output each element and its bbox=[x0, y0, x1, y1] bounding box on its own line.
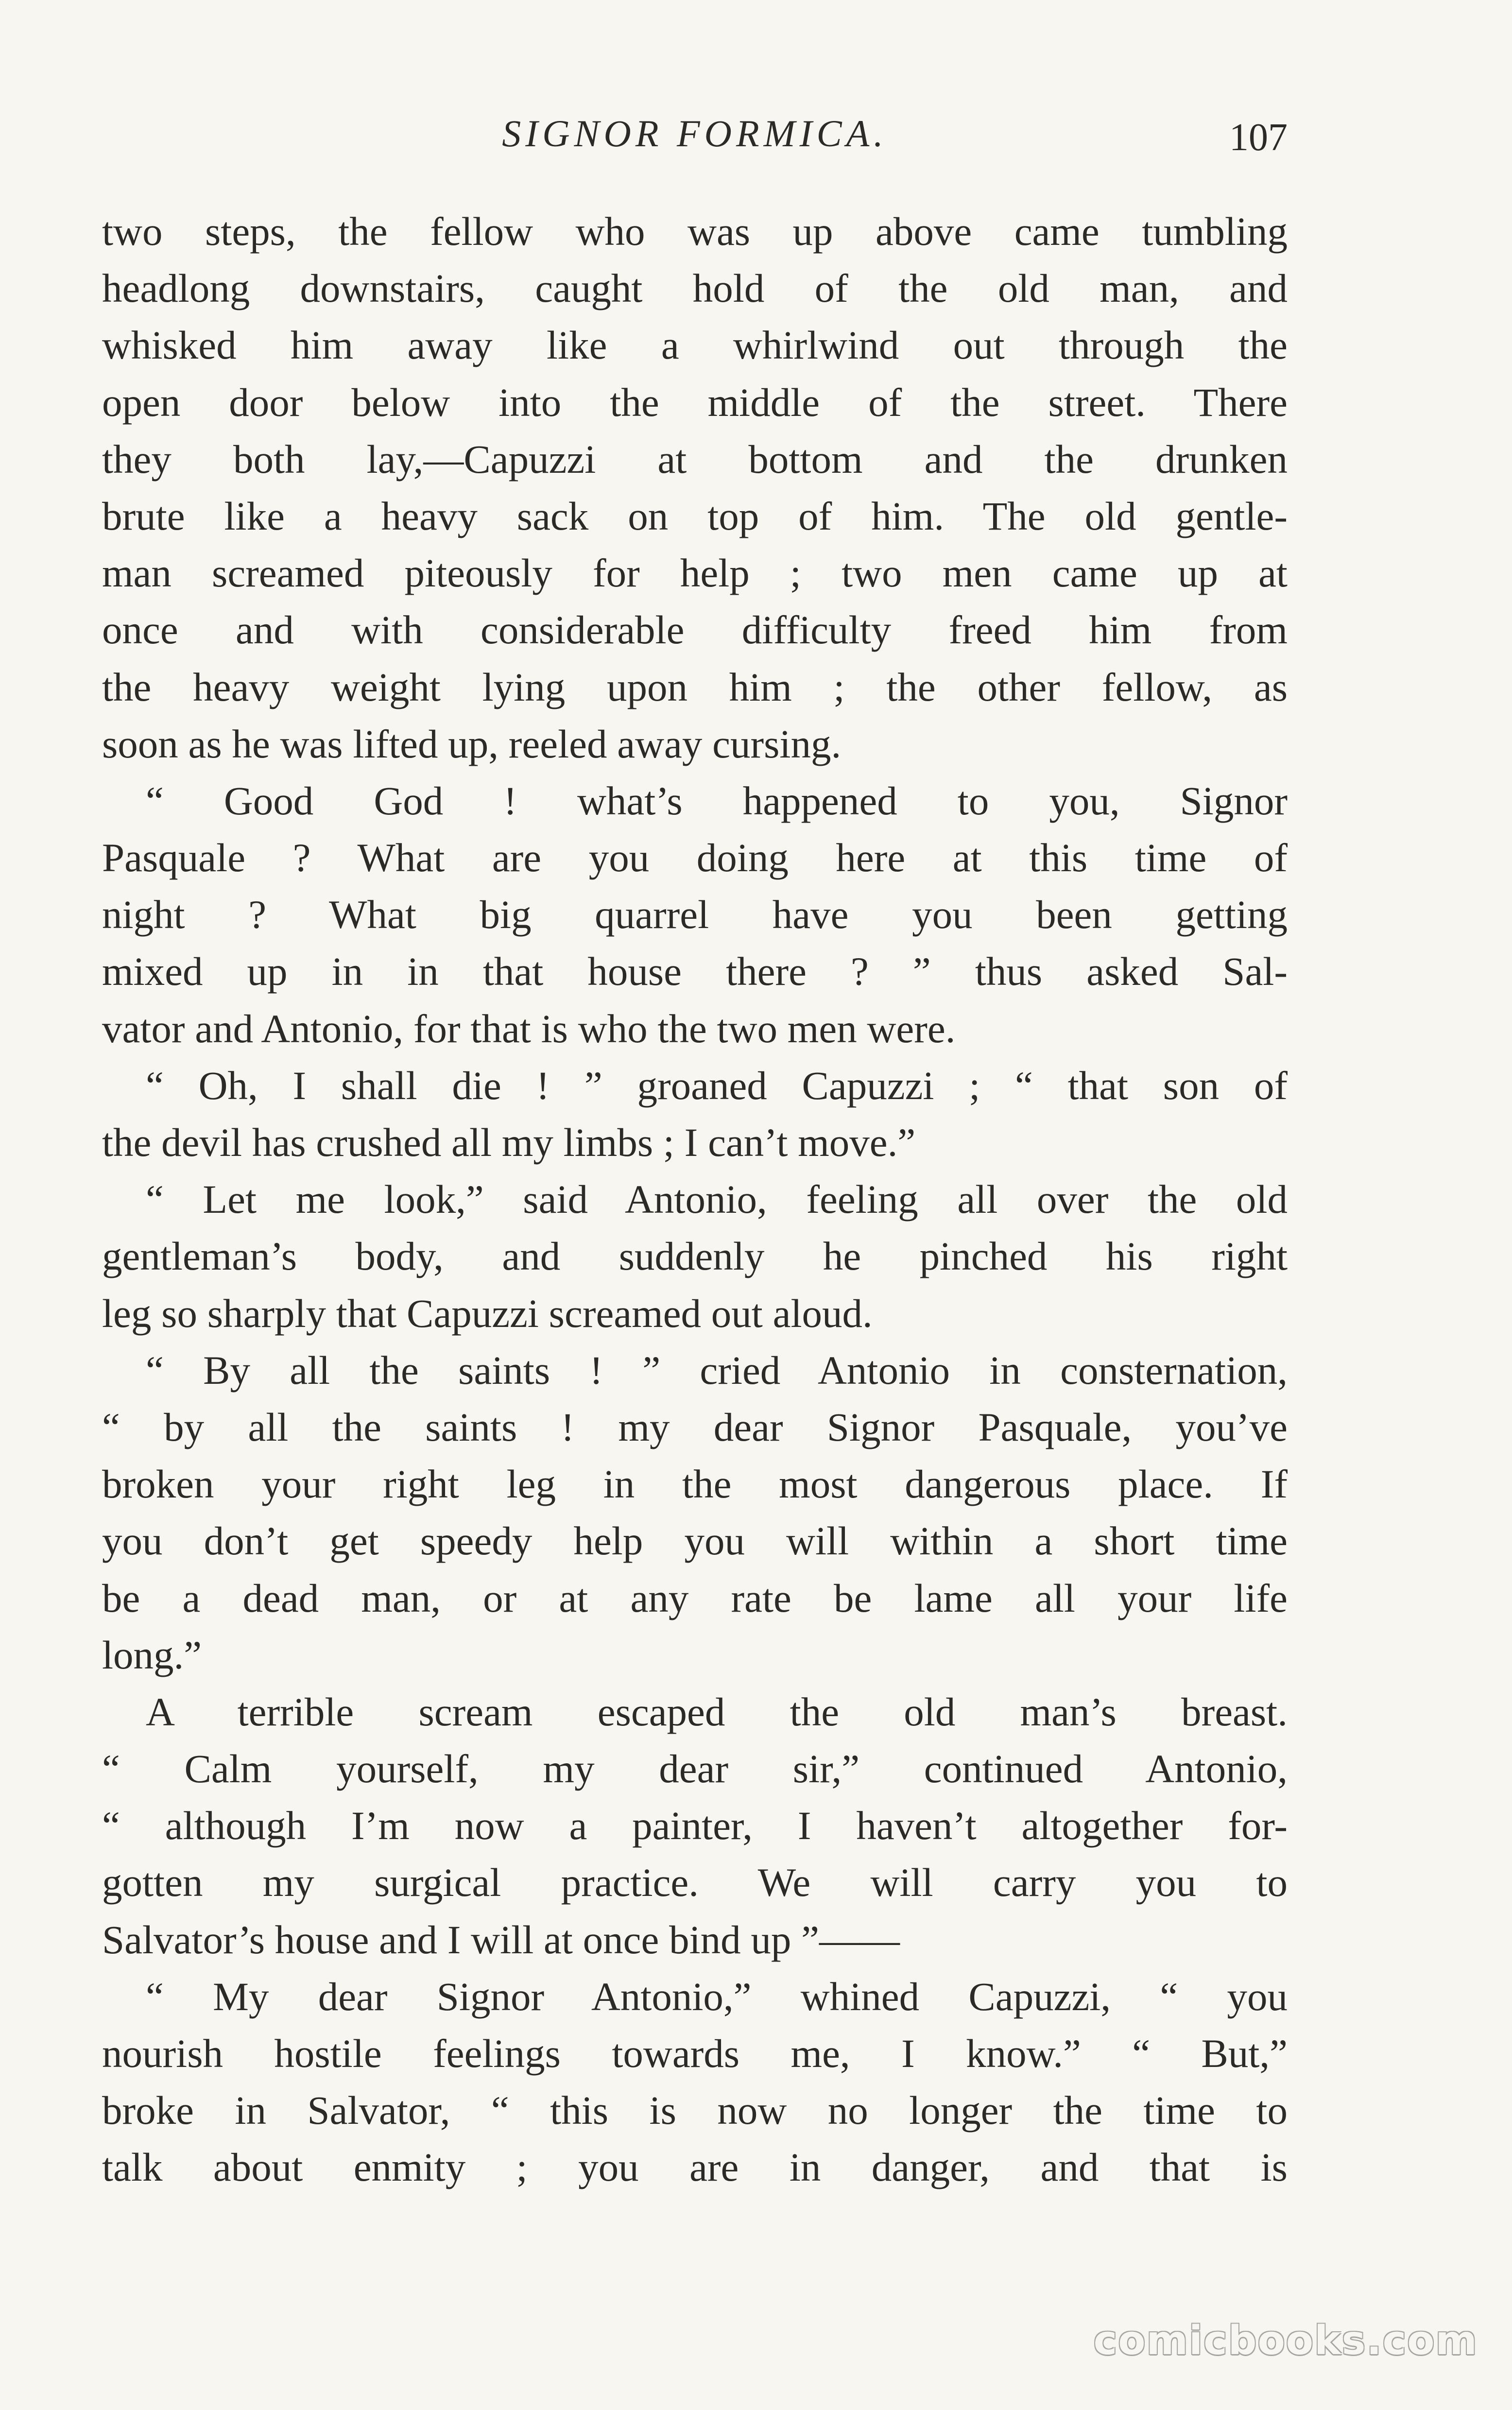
text-line: open door below into the middle of the street. There bbox=[102, 379, 1288, 425]
text-line: “ by all the saints ! my dear Signor Pasquale, you’ve bbox=[102, 1404, 1288, 1449]
page-header bbox=[102, 112, 1288, 170]
text-line: “ By all the saints ! ” cried Antonio in consternation, bbox=[146, 1347, 1288, 1393]
text-line: soon as he was lifted up, reeled away cursing. bbox=[102, 721, 842, 766]
text-line: broken your right leg in the most dangerous place. If bbox=[102, 1462, 1288, 1507]
text-line: gentleman’s body, and suddenly he pinched his right bbox=[102, 1234, 1288, 1279]
text-line: long.” bbox=[102, 1632, 202, 1677]
text-line: “ My dear Signor Antonio,” whined Capuzzi, “ you bbox=[146, 1974, 1288, 2019]
body-text bbox=[102, 203, 1288, 2196]
page-number: 107 bbox=[1229, 116, 1288, 159]
text-line: “ Let me look,” said Antonio, feeling all over the old bbox=[146, 1177, 1288, 1222]
text-line: whisked him away like a whirlwind out through the bbox=[102, 323, 1288, 368]
text-line: nourish hostile feelings towards me, I know.” “ But,” bbox=[102, 2031, 1288, 2076]
text-line: man screamed piteously for help ; two men came up at bbox=[102, 551, 1288, 596]
text-line: brute like a heavy sack on top of him. The old gentle- bbox=[102, 493, 1288, 538]
watermark-logo: comicbooks.com bbox=[1093, 2318, 1478, 2364]
text-line: broke in Salvator, “ this is now no longer the time to bbox=[102, 2088, 1288, 2133]
text-line: vator and Antonio, for that is who the two men were. bbox=[102, 1006, 956, 1051]
text-line: mixed up in in that house there ? ” thus asked Sal- bbox=[102, 949, 1288, 994]
text-line: once and with considerable difficulty freed him from bbox=[102, 607, 1288, 653]
text-line: the devil has crushed all my limbs ; I can’t move.” bbox=[102, 1120, 916, 1165]
text-line: Salvator’s house and I will at once bind up ”—— bbox=[102, 1917, 900, 1962]
text-line: Pasquale ? What are you doing here at this time of bbox=[102, 835, 1288, 880]
text-line: two steps, the fellow who was up above came tumbling bbox=[102, 209, 1288, 254]
text-line: headlong downstairs, caught hold of the old man, and bbox=[102, 266, 1288, 311]
text-line: talk about enmity ; you are in danger, and that is bbox=[102, 2145, 1288, 2190]
text-line: “ Calm yourself, my dear sir,” continued Antonio, bbox=[102, 1746, 1288, 1791]
text-line: “ Good God ! what’s happened to you, Signor bbox=[146, 778, 1288, 823]
text-line: “ Oh, I shall die ! ” groaned Capuzzi ; “ that son of bbox=[146, 1063, 1288, 1108]
text-line: be a dead man, or at any rate be lame all your life bbox=[102, 1575, 1288, 1620]
text-line: the heavy weight lying upon him ; the other fellow, as bbox=[102, 664, 1288, 709]
text-line: night ? What big quarrel have you been getting bbox=[102, 892, 1288, 937]
text-line: they both lay,—Capuzzi at bottom and the drunken bbox=[102, 436, 1288, 482]
text-line: leg so sharply that Capuzzi screamed out aloud. bbox=[102, 1291, 873, 1336]
text-line: A terrible scream escaped the old man’s breast. bbox=[146, 1689, 1288, 1734]
text-line: “ although I’m now a painter, I haven’t altogether for- bbox=[102, 1803, 1288, 1848]
running-head: SIGNOR FORMICA. bbox=[502, 112, 888, 155]
text-line: gotten my surgical practice. We will carry you to bbox=[102, 1860, 1288, 1905]
text-line: you don’t get speedy help you will within a short time bbox=[102, 1518, 1288, 1564]
